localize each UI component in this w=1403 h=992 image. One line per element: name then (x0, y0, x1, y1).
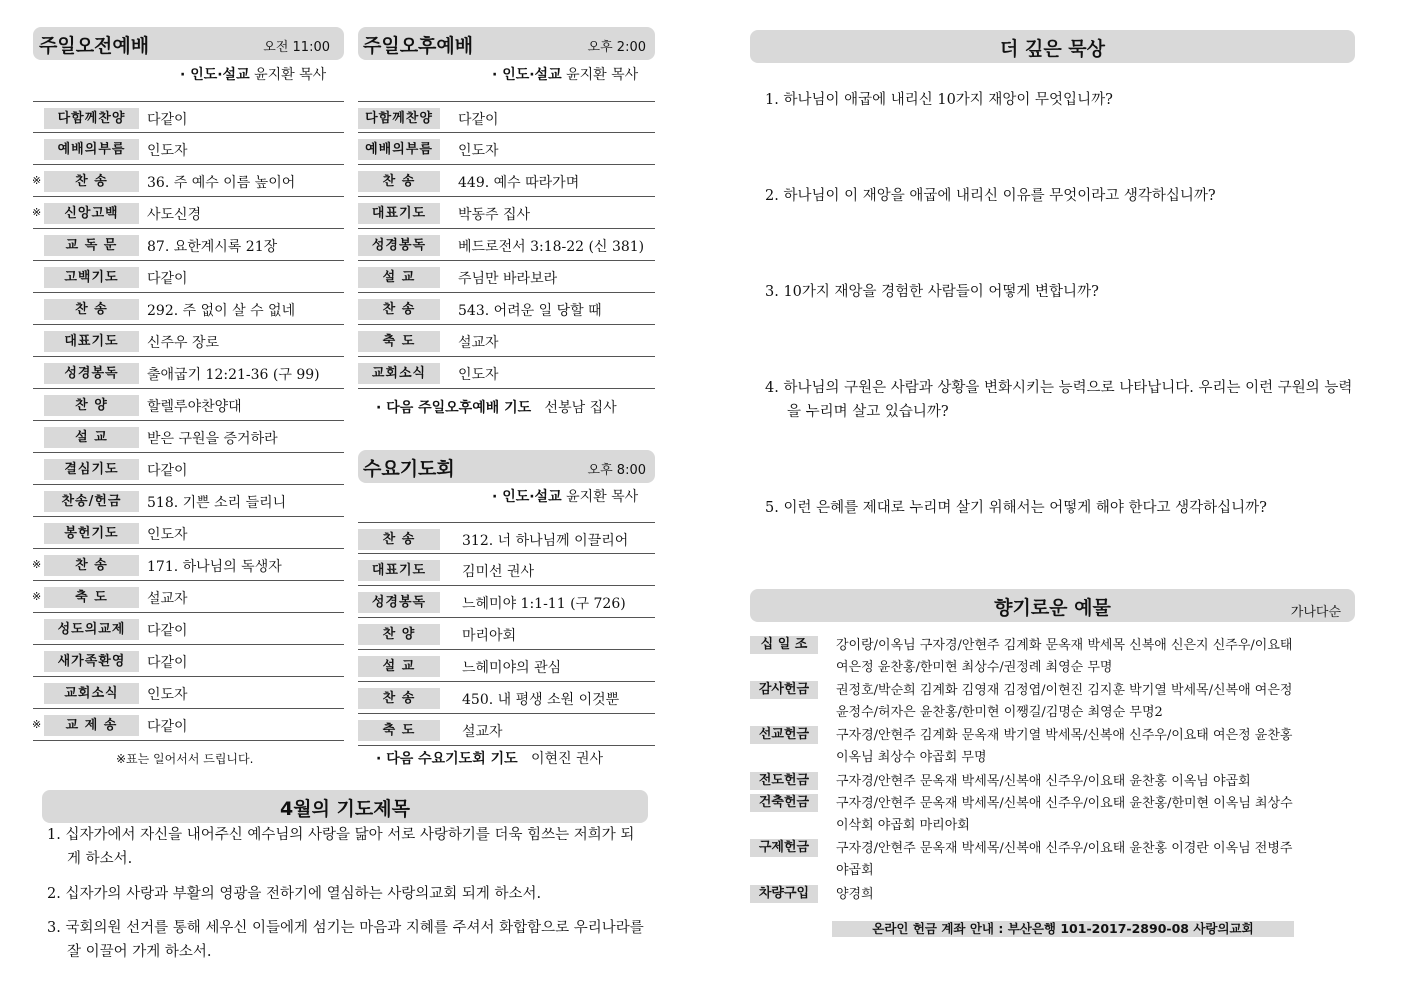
morning-service-title: 주일오전예배 (39, 35, 150, 57)
prayer-topics-title: 4월의 기도제목 (280, 798, 410, 820)
order-row (358, 357, 655, 389)
order-value: 다같이 (147, 719, 188, 735)
order-value: 다같이 (147, 655, 188, 671)
offering-names-line: 강이랑/이옥님 구자경/안현주 김계화 문옥재 박세목 신복애 신은지 신주우/이요태 (836, 638, 1293, 653)
order-row (358, 261, 655, 293)
offering-names (836, 793, 1346, 837)
meditation-header (750, 30, 1355, 63)
order-row (33, 453, 344, 485)
order-row (358, 133, 655, 165)
offering-names-line: 구자경/안현주 문옥재 박세목/신복애 신주우/이요태 윤찬홍/한미현 이옥님 최상수 (836, 796, 1293, 812)
order-row (358, 101, 655, 133)
order-value: 292. 주 없이 살 수 없네 (147, 303, 296, 319)
meditation-question: 5. 이런 은혜를 제대로 누리며 살기 위해서는 어떻게 해야 한다고 생각하십니까? (765, 500, 1267, 516)
order-label: 대표기도 (358, 560, 440, 581)
wednesday-next-prayer (376, 748, 603, 768)
order-label: 대표기도 (44, 331, 139, 352)
order-label: 설 교 (358, 267, 440, 288)
order-label: 성경봉독 (358, 235, 440, 256)
afternoon-next-prayer (376, 397, 617, 417)
order-label: 성경봉독 (358, 592, 440, 613)
wednesday-service-time: 오후 8:00 (587, 463, 646, 478)
offering-names (836, 680, 1346, 724)
order-label: 설 교 (358, 656, 440, 677)
order-row (358, 229, 655, 261)
offering-names-line: 여은정 윤찬홍/한미현 최상수/권정례 최영순 무명 (836, 660, 1113, 675)
order-value: 사도신경 (147, 207, 202, 223)
order-value: 87. 요한계시록 21장 (147, 239, 278, 255)
order-label: 교 제 송 (44, 715, 139, 736)
order-value: 김미선 권사 (462, 564, 535, 580)
standing-mark: ※ (32, 206, 42, 219)
order-label: 성경봉독 (44, 363, 139, 384)
order-row (33, 389, 344, 421)
order-value: 베드로전서 3:18-22 (신 381) (458, 239, 645, 255)
wednesday-next-prayer-name: 이현진 권사 (531, 751, 604, 767)
order-value: 박동주 집사 (458, 207, 531, 223)
order-label: 성도의교제 (44, 619, 139, 640)
offering-header (750, 589, 1355, 622)
offering-category: 차량구입 (750, 885, 818, 903)
order-row (358, 165, 655, 197)
offering-names-line: 윤정수/허자은 윤찬홍/한미현 이쨍길/김명순 최영순 무명2 (836, 705, 1163, 721)
order-row (33, 549, 344, 581)
order-value: 인도자 (147, 143, 188, 159)
order-row (33, 613, 344, 645)
order-value: 신주우 장로 (147, 335, 220, 351)
offering-names-line: 양경희 (836, 886, 874, 902)
offering-category: 감사헌금 (750, 681, 818, 699)
offering-names-line: 구자경/안현주 문옥재 박세목/신복애 신주우/이요태 윤찬홍 이경란 이옥님 전병주 (836, 841, 1293, 857)
order-row (33, 133, 344, 165)
offering-names-line: 이옥님 최상수 야곱회 무명 (836, 750, 987, 766)
order-row (358, 682, 655, 714)
afternoon-leader-label: · 인도·설교 (492, 67, 562, 83)
order-row (33, 293, 344, 325)
order-label: 신앙고백 (44, 203, 139, 224)
offering-names (836, 771, 1346, 793)
wednesday-service-title: 수요기도회 (363, 458, 455, 480)
order-value: 다같이 (147, 623, 188, 639)
prayer-item: 2. 십자가의 사랑과 부활의 영광을 전하기에 열심하는 사랑의교회 되게 하소서. (47, 886, 542, 902)
order-label: 찬 송 (358, 688, 440, 709)
order-label: 찬 송 (358, 299, 440, 320)
wednesday-next-prayer-label: · 다음 수요기도회 기도 (376, 751, 518, 767)
order-row (33, 421, 344, 453)
order-row (33, 261, 344, 293)
order-label: 축 도 (358, 720, 440, 741)
offering-category: 전도헌금 (750, 772, 818, 790)
order-value: 다같이 (147, 112, 188, 128)
standing-mark: ※ (32, 558, 42, 571)
prayer-item: 1. 십자가에서 자신을 내어주신 예수님의 사랑을 닮아 서로 사랑하기를 더욱 힘쓰는 저희가 되게 하소서. (47, 827, 635, 867)
order-value: 171. 하나님의 독생자 (147, 559, 282, 575)
order-label: 결심기도 (44, 459, 139, 480)
meditation-question: 1. 하나님이 애굽에 내리신 10가지 재앙이 무엇입니까? (765, 92, 1113, 108)
order-row (358, 618, 655, 650)
order-label: 설 교 (44, 427, 139, 448)
order-label: 봉헌기도 (44, 523, 139, 544)
order-row (33, 101, 344, 133)
afternoon-service-title: 주일오후예배 (363, 35, 474, 57)
offering-names-line: 이삭회 야곱회 마리아회 (836, 818, 970, 834)
offering-title: 향기로운 예물 (994, 597, 1111, 619)
order-value: 출애굽기 12:21-36 (구 99) (147, 367, 320, 383)
order-row (33, 677, 344, 709)
offering-names (836, 725, 1346, 769)
meditation-question: 3. 10가지 재앙을 경험한 사람들이 어떻게 변합니까? (765, 284, 1099, 300)
order-row (33, 581, 344, 613)
afternoon-service-header (358, 27, 655, 60)
order-label: 대표기도 (358, 203, 440, 224)
order-value: 36. 주 예수 이름 높이어 (147, 175, 296, 191)
wednesday-leader-label: · 인도·설교 (492, 489, 562, 505)
order-label: 교회소식 (44, 683, 139, 704)
order-value: 할렐루야찬양대 (147, 399, 242, 415)
order-label: 찬 송 (44, 171, 139, 192)
order-value: 마리아회 (462, 628, 517, 644)
order-row (33, 485, 344, 517)
order-row (358, 586, 655, 618)
wednesday-leader-name: 윤지환 목사 (566, 489, 639, 505)
wednesday-leader (492, 486, 638, 506)
order-value: 설교자 (462, 724, 503, 740)
order-row (33, 325, 344, 357)
order-label: 교 독 문 (44, 235, 139, 256)
standing-mark: ※ (32, 718, 42, 731)
order-row (358, 325, 655, 357)
order-label: 예배의부름 (358, 139, 440, 160)
order-label: 다함께찬양 (44, 108, 139, 129)
order-label: 찬송/헌금 (44, 491, 139, 512)
order-label: 교회소식 (358, 363, 440, 384)
order-row (358, 522, 655, 554)
order-label: 찬 송 (44, 555, 139, 576)
prayer-topics-header (42, 790, 648, 823)
order-row (358, 554, 655, 586)
order-row (33, 165, 344, 197)
afternoon-next-prayer-label: · 다음 주일오후예배 기도 (376, 400, 532, 416)
meditation-title: 더 깊은 묵상 (1000, 38, 1105, 60)
morning-leader-label: · 인도·설교 (180, 67, 250, 83)
order-label: 축 도 (358, 331, 440, 352)
online-offering-account: 온라인 헌금 계좌 안내 : 부산은행 101-2017-2890-08 사랑의교회 (832, 921, 1294, 937)
order-row (33, 357, 344, 389)
standing-mark: ※ (32, 590, 42, 603)
order-value: 느헤미야 1:1-11 (구 726) (462, 596, 626, 612)
offering-names (836, 838, 1346, 882)
morning-leader-name: 윤지환 목사 (254, 67, 327, 83)
order-value: 받은 구원을 증거하라 (147, 431, 278, 447)
order-label: 찬 양 (358, 624, 440, 645)
order-value: 설교자 (147, 591, 188, 607)
order-label: 찬 송 (358, 171, 440, 192)
order-label: 찬 송 (44, 299, 139, 320)
offering-names-line: 구자경/안현주 김계화 문옥재 박기열 박세목/신복애 신주우/이요태 여은정 윤찬홍 (836, 728, 1293, 744)
order-value: 450. 내 평생 소원 이것뿐 (462, 692, 620, 708)
order-value: 느헤미야의 관심 (462, 660, 562, 676)
meditation-question: 2. 하나님이 이 재앙을 애굽에 내리신 이유를 무엇이라고 생각하십니까? (765, 188, 1216, 204)
morning-service-time: 오전 11:00 (263, 40, 330, 55)
order-row (33, 517, 344, 549)
order-row (358, 293, 655, 325)
order-label: 찬 송 (358, 529, 440, 550)
prayer-item: 3. 국회의원 선거를 통해 세우신 이들에게 섬기는 마음과 지혜를 주셔서 화합함으로 우리나라를 잘 이끌어 가게 하소서. (47, 920, 644, 960)
wednesday-service-header (358, 450, 655, 483)
order-value: 인도자 (147, 687, 188, 703)
afternoon-leader-name: 윤지환 목사 (566, 67, 639, 83)
order-label: 고백기도 (44, 267, 139, 288)
order-label: 찬 양 (44, 395, 139, 416)
morning-service-header (33, 27, 344, 60)
order-value: 다같이 (147, 463, 188, 479)
order-value: 인도자 (458, 143, 499, 159)
afternoon-leader (492, 64, 638, 84)
order-row (358, 714, 655, 746)
order-label: 다함께찬양 (358, 108, 440, 129)
order-value: 인도자 (458, 367, 499, 383)
meditation-question: 4. 하나님의 구원은 사람과 상황을 변화시키는 능력으로 나타납니다. 우리는 이런 구원의 능력을 누리며 살고 있습니까? (765, 380, 1353, 420)
offering-names (836, 884, 1346, 906)
order-value: 설교자 (458, 335, 499, 351)
afternoon-next-prayer-name: 선봉남 집사 (544, 400, 617, 416)
standing-note: ※표는 일어서서 드립니다. (116, 752, 254, 766)
order-value: 449. 예수 따라가며 (458, 175, 580, 191)
offering-names (836, 635, 1346, 679)
offering-names-line: 구자경/안현주 문옥재 박세목/신복애 신주우/이요태 윤찬홍 이옥님 야곱회 (836, 773, 1251, 789)
offering-category: 십 일 조 (750, 636, 818, 654)
offering-names-line: 권정호/박순희 김계화 김영재 김정엽/이현진 김지훈 박기열 박세목/신복애 여은정 (836, 683, 1293, 699)
order-row (33, 645, 344, 677)
order-label: 축 도 (44, 587, 139, 608)
order-value: 다같이 (458, 112, 499, 128)
standing-mark: ※ (32, 174, 42, 187)
order-row (33, 709, 344, 741)
offering-names-line: 야곱회 (836, 863, 874, 879)
afternoon-service-time: 오후 2:00 (587, 40, 646, 55)
offering-category: 선교헌금 (750, 726, 818, 744)
order-row (358, 650, 655, 682)
morning-leader (180, 64, 326, 84)
order-value: 인도자 (147, 527, 188, 543)
order-row (358, 197, 655, 229)
order-label: 새가족환영 (44, 651, 139, 672)
order-row (33, 229, 344, 261)
order-value: 518. 기쁜 소리 들리니 (147, 495, 287, 511)
offering-category: 건축헌금 (750, 794, 818, 812)
offering-category: 구제헌금 (750, 839, 818, 857)
order-value: 다같이 (147, 271, 188, 287)
order-row (33, 197, 344, 229)
order-label: 예배의부름 (44, 139, 139, 160)
order-value: 543. 어려운 일 당할 때 (458, 303, 602, 319)
offering-subtitle: 가나다순 (1290, 605, 1341, 620)
order-value: 312. 너 하나님께 이끌리어 (462, 533, 629, 549)
order-value: 주님만 바라보라 (458, 271, 558, 287)
